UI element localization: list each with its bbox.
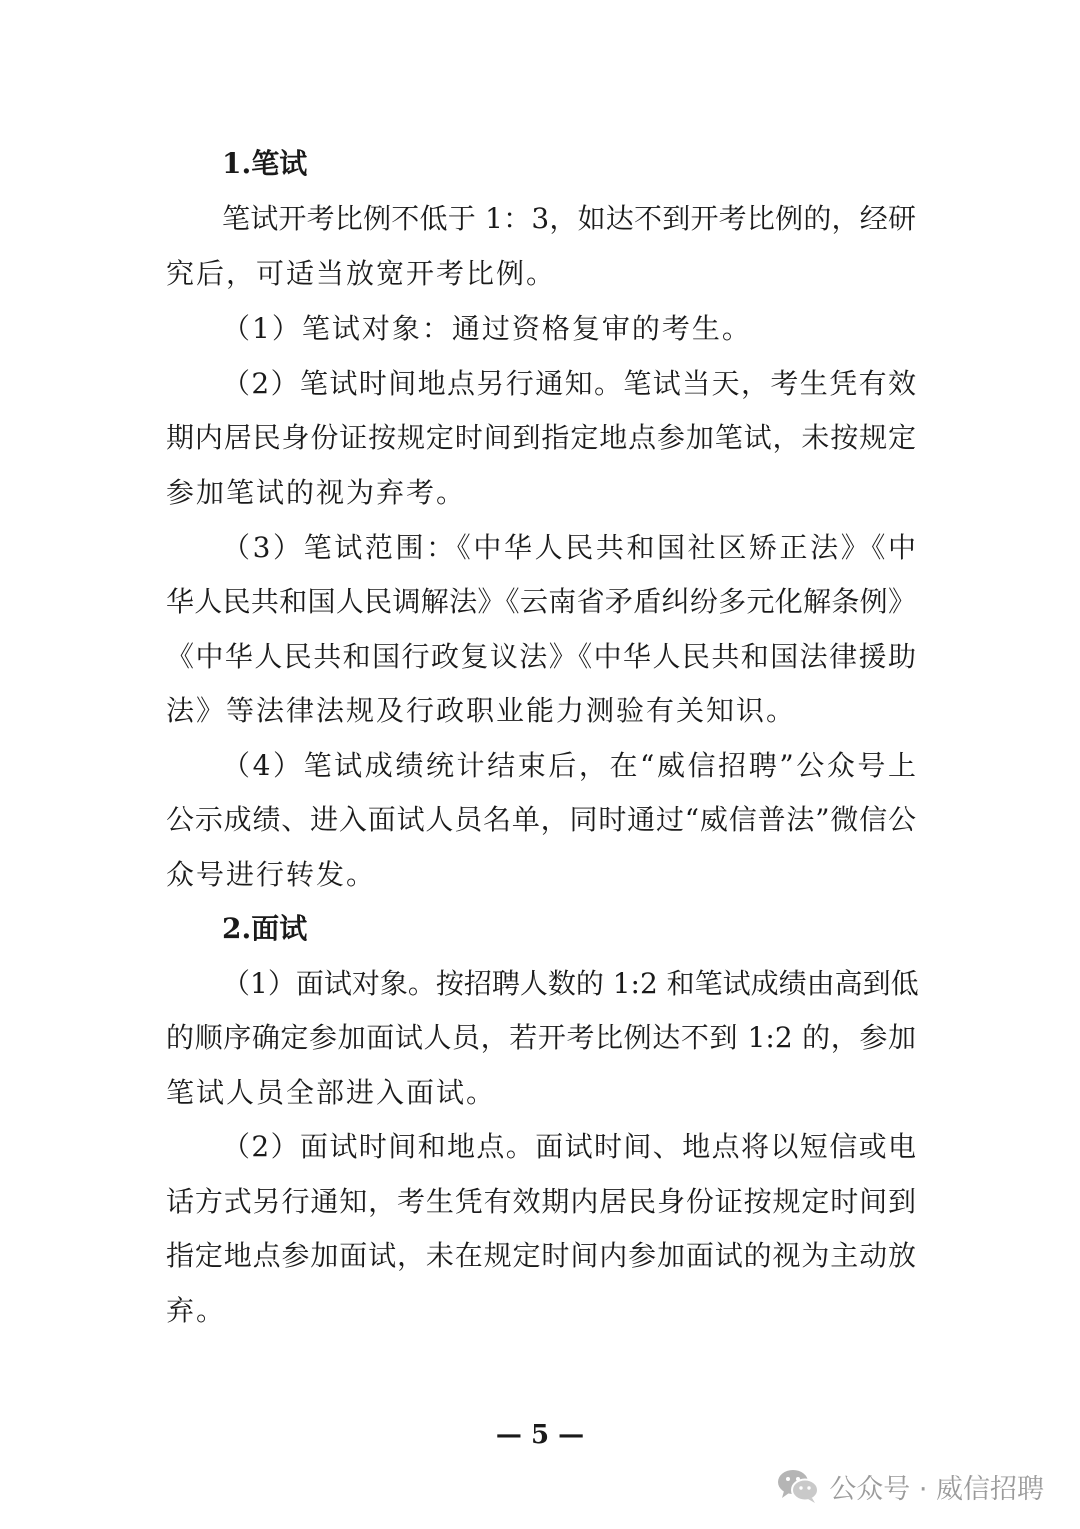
section-heading-interview: 2.面试 xyxy=(222,912,308,945)
list-item: 话方式另行通知，考生凭有效期内居民身份证按规定时间到 xyxy=(166,1185,916,1218)
list-item: （2）面试时间和地点。面试时间、地点将以短信或电 xyxy=(222,1130,916,1163)
list-item: 的顺序确定参加面试人员，若开考比例达不到 1:2 的，参加 xyxy=(166,1021,916,1054)
paragraph-line: 笔试开考比例不低于 1：3，如达不到开考比例的，经研 xyxy=(222,202,916,235)
list-item: 期内居民身份证按规定时间到指定地点参加笔试，未按规定 xyxy=(166,421,916,454)
list-item: 华人民共和国人民调解法》《云南省矛盾纠纷多元化解条例》 xyxy=(166,585,916,618)
list-item: 公示成绩、进入面试人员名单，同时通过“威信普法”微信公 xyxy=(166,803,916,836)
paragraph-line: 究后，可适当放宽开考比例。 xyxy=(166,257,557,290)
list-item: （1）笔试对象：通过资格复审的考生。 xyxy=(222,312,752,345)
list-item: （3）笔试范围：《中华人民共和国社区矫正法》《中 xyxy=(222,531,916,564)
watermark-text: 公众号 · 威信招聘 xyxy=(829,1473,1044,1505)
list-item: 笔试人员全部进入面试。 xyxy=(166,1076,497,1109)
watermark xyxy=(777,1466,1044,1506)
wechat-icon xyxy=(777,1468,819,1504)
list-item: （4）笔试成绩统计结束后，在“威信招聘”公众号上 xyxy=(222,749,916,782)
list-item: 《中华人民共和国行政复议法》《中华人民共和国法律援助 xyxy=(166,640,916,673)
list-item: （1）面试对象。按招聘人数的 1:2 和笔试成绩由高到低 xyxy=(222,967,919,1000)
list-item: 法》等法律法规及行政职业能力测验有关知识。 xyxy=(166,694,797,727)
section-heading-written-exam: 1.笔试 xyxy=(222,147,308,180)
list-item: 众号进行转发。 xyxy=(166,858,377,891)
page-number: — 5 — xyxy=(495,1420,585,1450)
list-item: 参加笔试的视为弃考。 xyxy=(166,476,467,509)
list-item: （2）笔试时间地点另行通知。笔试当天，考生凭有效 xyxy=(222,367,916,400)
list-item: 弃。 xyxy=(166,1294,227,1327)
list-item: 指定地点参加面试，未在规定时间内参加面试的视为主动放 xyxy=(166,1239,916,1272)
